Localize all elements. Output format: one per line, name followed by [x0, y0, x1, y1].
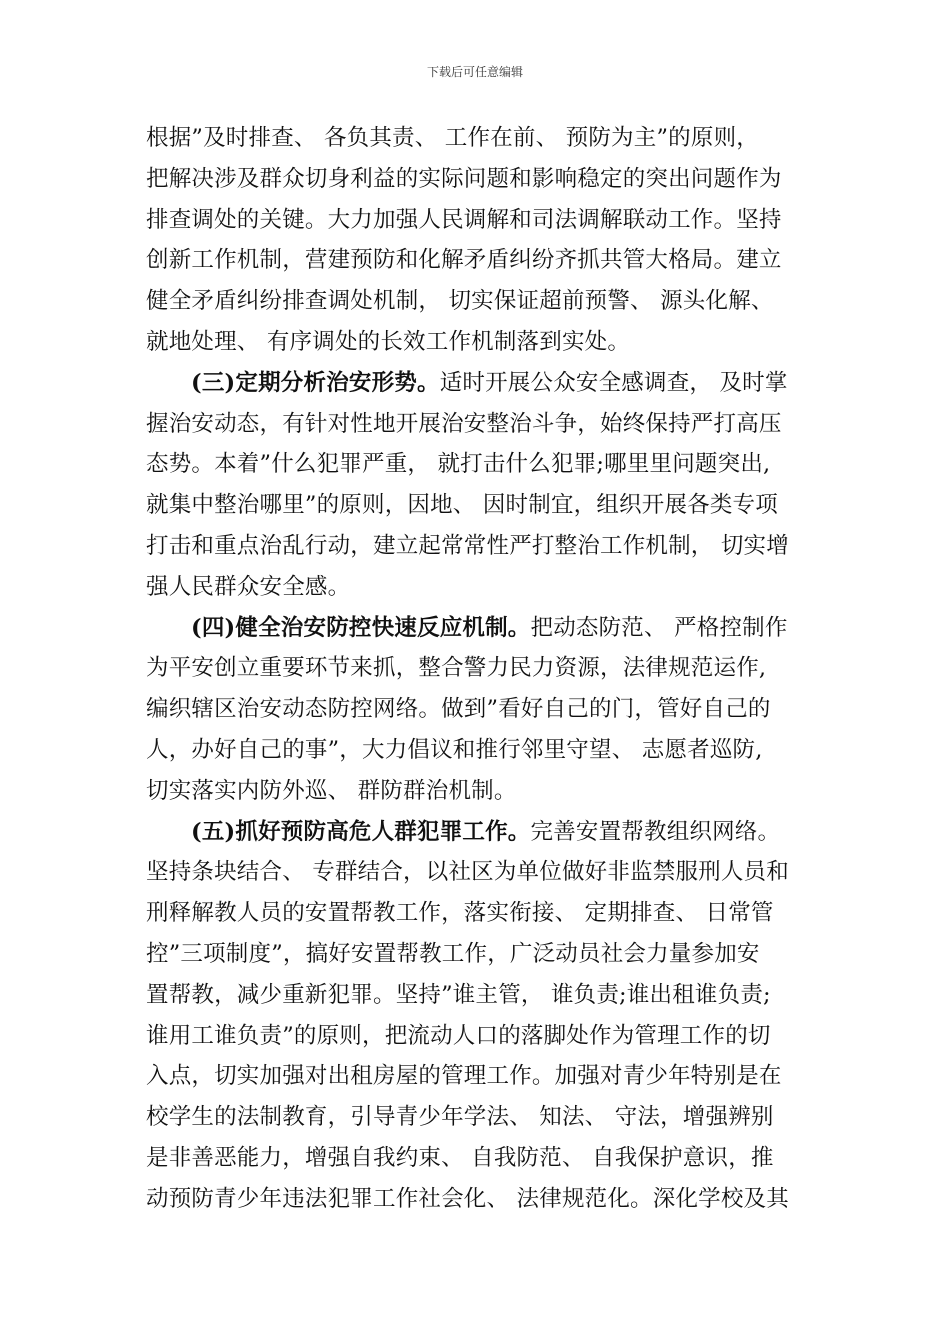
text-line: 根据”及时排查、 各负其责、 工作在前、 预防为主”的原则，	[146, 125, 759, 151]
paragraph-first-line	[146, 812, 810, 853]
text-line: 控”三项制度”，搞好安置帮教工作，广泛动员社会力量参加安	[146, 940, 760, 967]
text-line: 编织辖区治安动态防控网络。做到”看好自己的门，管好自己的	[146, 696, 771, 723]
text-line: 就地处理、 有序调处的长效工作机制落到实处。	[146, 328, 631, 355]
text-line: 健全矛盾纠纷排查调处机制， 切实保证超前预警、 源头化解、	[146, 288, 774, 315]
text-line: 切实落实内防外巡、 群防群治机制。	[146, 777, 517, 804]
section-heading: (三)定期分析治安形势。	[191, 369, 440, 396]
paragraph-3	[146, 363, 810, 608]
paragraph-4	[146, 608, 810, 812]
text-run: 完善安置帮教组织网络。	[530, 818, 781, 845]
text-line: 把解决涉及群众切身利益的实际问题和影响稳定的突出问题作为	[146, 165, 782, 192]
text-run: 把动态防范、 严格控制作	[530, 614, 788, 641]
text-line: 校学生的法制教育，引导青少年学法、 知法、 守法，增强辨别	[146, 1104, 774, 1131]
text-line: 为平安创立重要环节来抓，整合警力民力资源，法律规范运作,	[146, 655, 767, 682]
text-line: 就集中整治哪里”的原则，因地、 因时制宜，组织开展各类专项	[146, 492, 778, 519]
text-line: 入点，切实加强对出租房屋的管理工作。加强对青少年特别是在	[146, 1063, 782, 1090]
text-line: 坚持条块结合、 专群结合，以社区为单位做好非监禁服刑人员和	[146, 859, 789, 886]
text-line: 排查调处的关键。大力加强人民调解和司法调解联动工作。坚持	[146, 206, 782, 233]
paragraph-5	[146, 812, 810, 1220]
text-line: 态势。本着”什么犯罪严重， 就打击什么犯罪;哪里里问题突出,	[146, 451, 771, 478]
section-heading: (五)抓好预防高危人群犯罪工作。	[191, 818, 531, 845]
section-heading: (四)健全治安防控快速反应机制。	[191, 614, 531, 641]
text-line: 打击和重点治乱行动，建立起常常性严打整治工作机制， 切实增	[146, 532, 789, 559]
page-header: 下载后可任意编辑	[426, 65, 523, 79]
text-line: 刑释解教人员的安置帮教工作，落实衔接、 定期排查、 日常管	[146, 900, 774, 927]
paragraph-first-line	[146, 608, 810, 649]
text-line: 谁用工谁负责”的原则，把流动人口的落脚处作为管理工作的切	[146, 1022, 771, 1049]
text-line: 置帮教，减少重新犯罪。坚持”谁主管， 谁负责;谁出租谁负责;	[146, 981, 771, 1008]
text-line: 是非善恶能力，增强自我约束、 自我防范、 自我保护意识，推	[146, 1144, 774, 1171]
text-line: 强人民群众安全感。	[146, 573, 351, 600]
text-run: 适时开展公众安全感调查， 及时掌	[439, 369, 788, 396]
paragraph-1	[146, 118, 810, 363]
text-line: 握治安动态，有针对性地开展治安整治斗争，始终保持严打高压	[146, 410, 782, 437]
document-body	[146, 118, 810, 1220]
text-line: 动预防青少年违法犯罪工作社会化、 法律规范化。深化学校及其	[146, 1185, 789, 1212]
paragraph-first-line	[146, 363, 810, 404]
text-line: 人，办好自己的事”，大力倡议和推行邻里守望、 志愿者巡防,	[146, 736, 763, 763]
text-line: 创新工作机制，营建预防和化解矛盾纠纷齐抓共管大格局。建立	[146, 247, 782, 274]
